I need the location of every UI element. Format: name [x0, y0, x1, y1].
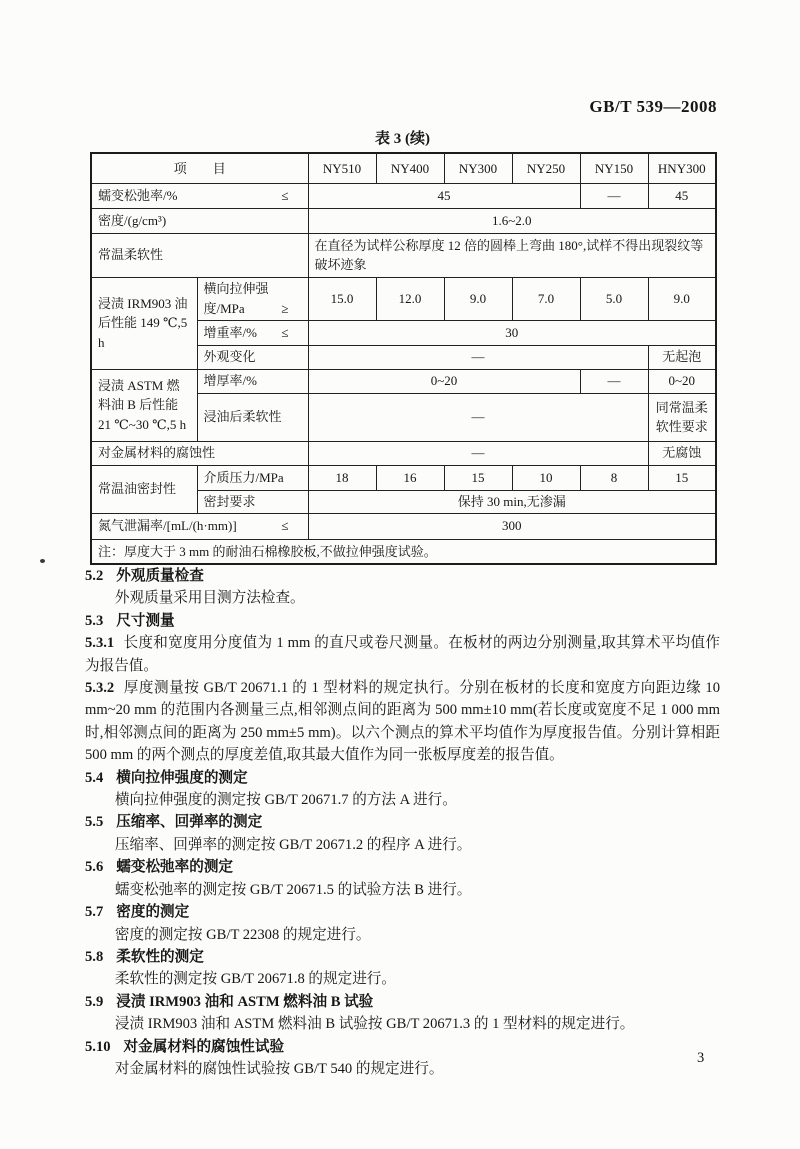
- corrosion-value-main: —: [308, 441, 648, 465]
- section-heading-5-7: [85, 901, 720, 923]
- section-number: 5.8: [85, 948, 104, 965]
- tensile-hny300: 9.0: [648, 277, 716, 320]
- tensile-ny250: 7.0: [512, 277, 580, 320]
- header-col-hny300: HNY300: [648, 153, 716, 183]
- row-creep-relaxation: [91, 183, 716, 208]
- creep-label-cell: [91, 183, 308, 208]
- density-label-cell: 密度/(g/cm³): [91, 208, 308, 233]
- section-heading-5-6: [85, 856, 720, 878]
- section-heading-5-10: [85, 1036, 720, 1058]
- tensile-ny150: 5.0: [580, 277, 648, 320]
- page-number: 3: [697, 1050, 705, 1066]
- section-body-5-7: 密度的测定按 GB/T 22308 的规定进行。: [114, 926, 371, 943]
- table-title: 表 3 (续): [375, 131, 430, 147]
- creep-value-ny150: —: [580, 183, 648, 208]
- pressure-label-cell: 介质压力/MPa: [197, 465, 308, 490]
- section-title: 柔软性的测定: [116, 948, 204, 965]
- tensile-ny400: 12.0: [376, 277, 444, 320]
- section-number: 5.3.1: [85, 635, 115, 652]
- thicken-value-hny300: 0~20: [648, 369, 716, 393]
- weight-label-cell: [197, 320, 308, 345]
- header-col-ny300: NY300: [444, 153, 512, 183]
- header-col-ny400: NY400: [376, 153, 444, 183]
- corrosion-value-hny300: 无腐蚀: [648, 441, 716, 465]
- row-metal-corrosion: [91, 441, 716, 465]
- appearance-value-main: —: [308, 345, 648, 369]
- flexibility-value: 在直径为试样公称厚度 12 倍的圆棒上弯曲 180°,试样不得出现裂纹等破坏迹象: [308, 233, 716, 277]
- creep-value-hny300: 45: [648, 183, 716, 208]
- weight-value: 30: [308, 320, 716, 345]
- section-body-5-6: 蠕变松弛率的测定按 GB/T 20671.5 的试验方法 B 进行。: [114, 881, 472, 898]
- row-table-note: [91, 539, 716, 564]
- body-sections: [85, 565, 720, 1080]
- creep-value-main: 45: [308, 183, 580, 208]
- standard-code: GB/T 539—2008: [589, 97, 717, 116]
- section-text: 长度和宽度用分度值为 1 mm 的直尺或卷尺测量。在板材的两边分别测量,取其算术平均值作为报告值。: [85, 635, 720, 674]
- row-astm-thickening: [91, 369, 716, 393]
- row-flexibility: [91, 233, 716, 277]
- nitrogen-op: ≤: [281, 518, 289, 534]
- weight-op: ≤: [281, 324, 289, 340]
- section-title: 尺寸测量: [116, 612, 175, 629]
- pressure-ny250: 10: [512, 465, 580, 490]
- section-heading-5-3: [85, 610, 720, 632]
- section-title: 蠕变松弛率的测定: [116, 859, 234, 876]
- section-number: 5.3: [85, 612, 104, 629]
- section-number: 5.7: [85, 904, 104, 921]
- section-heading-5-9: [85, 991, 720, 1013]
- creep-label: 蠕变松弛率/%: [98, 187, 178, 203]
- section-number: 5.2: [85, 568, 104, 584]
- softness-value-hny300: 同常温柔软性要求: [648, 393, 716, 441]
- creep-op: ≤: [281, 187, 289, 203]
- section-heading-5-4: [85, 767, 720, 789]
- astm-group-label: 浸渍 ASTM 燃料油 B 后性能 21 ℃~30 ℃,5 h: [91, 369, 197, 441]
- row-nitrogen-leak: [91, 513, 716, 539]
- section-text: 厚度测量按 GB/T 20671.1 的 1 型材料的规定执行。分别在板材的长度和宽度方向距边缘 10 mm~20 mm 的范围内各测量三点,相邻测点间的距离为 500 mm±10 mm(若长度或宽度不足 1 000 mm 时,相邻测点间的距离为 250 mm±5 mm)。以六个测点的算术平均值作为厚度报告值。分别计算相距 500 mm 的两个测点的厚度差值,取其最大值作为同一张板厚度差的报告值。: [85, 680, 720, 764]
- section-title: 浸渍 IRM903 油和 ASTM 燃料油 B 试验: [116, 993, 374, 1010]
- corrosion-label-cell: 对金属材料的腐蚀性: [91, 441, 308, 465]
- row-irm903-tensile: [91, 277, 716, 320]
- section-body-5-2: 外观质量采用目测方法检查。: [114, 590, 305, 607]
- section-title: 密度的测定: [116, 904, 190, 921]
- tensile-ny510: 15.0: [308, 277, 376, 320]
- header-col-ny250: NY250: [512, 153, 580, 183]
- section-title: 对金属材料的腐蚀性试验: [123, 1038, 285, 1055]
- section-body-5-8: 柔软性的测定按 GB/T 20671.8 的规定进行。: [114, 971, 396, 988]
- tensile-op: ≥: [281, 300, 289, 316]
- sealreq-value: 保持 30 min,无渗漏: [308, 490, 716, 513]
- section-body-5-3-2: [85, 677, 720, 767]
- tensile-label: 横向拉伸强度/MPa: [203, 281, 269, 316]
- thicken-label-cell: 增厚率/%: [197, 369, 308, 393]
- header-col-ny150: NY150: [580, 153, 648, 183]
- section-number: 5.4: [85, 769, 104, 786]
- section-heading-5-8: [85, 946, 720, 968]
- pressure-hny300: 15: [648, 465, 716, 490]
- table-note: 注：厚度大于 3 mm 的耐油石棉橡胶板,不做拉伸强度试验。: [91, 539, 716, 564]
- seal-group-label: 常温油密封性: [91, 465, 197, 513]
- header-item-cell: 项 目: [91, 153, 308, 183]
- row-density: [91, 208, 716, 233]
- section-title: 横向拉伸强度的测定: [116, 769, 248, 786]
- thicken-value-main: 0~20: [308, 369, 580, 393]
- pressure-ny400: 16: [376, 465, 444, 490]
- softness-label-cell: 浸油后柔软性: [197, 393, 308, 441]
- thicken-value-ny150: —: [580, 369, 648, 393]
- irm903-group-label: 浸渍 IRM903 油后性能 149 ℃,5 h: [91, 277, 197, 369]
- section-number: 5.10: [85, 1038, 111, 1055]
- tensile-label-cell: [197, 277, 308, 320]
- appearance-value-hny300: 无起泡: [648, 345, 716, 369]
- section-heading-5-2: [85, 565, 720, 587]
- section-number: 5.6: [85, 859, 104, 876]
- pressure-ny300: 15: [444, 465, 512, 490]
- section-number: 5.5: [85, 814, 104, 831]
- section-number: 5.9: [85, 993, 104, 1010]
- section-body-5-4: 横向拉伸强度的测定按 GB/T 20671.7 的方法 A 进行。: [114, 792, 457, 809]
- tensile-ny300: 9.0: [444, 277, 512, 320]
- nitrogen-label: 氮气泄漏率/[mL/(h·mm)]: [98, 518, 237, 534]
- nitrogen-value: 300: [308, 513, 716, 539]
- density-value: 1.6~2.0: [308, 208, 716, 233]
- row-seal-pressure: [91, 465, 716, 490]
- section-body-5-10: 对金属材料的腐蚀性试验按 GB/T 540 的规定进行。: [114, 1060, 444, 1077]
- header-col-ny510: NY510: [308, 153, 376, 183]
- softness-value-main: —: [308, 393, 648, 441]
- table-header-row: [91, 153, 716, 183]
- nitrogen-label-cell: [91, 513, 308, 539]
- section-number: 5.3.2: [85, 680, 115, 697]
- section-body-5-3-1: [85, 632, 720, 677]
- section-body-5-5: 压缩率、回弹率的测定按 GB/T 20671.2 的程序 A 进行。: [114, 836, 472, 853]
- sealreq-label-cell: 密封要求: [197, 490, 308, 513]
- section-heading-5-5: [85, 811, 720, 833]
- section-body-5-9: 浸渍 IRM903 油和 ASTM 燃料油 B 试验按 GB/T 20671.3 的 1 型材料的规定进行。: [114, 1016, 635, 1033]
- pressure-ny150: 8: [580, 465, 648, 490]
- spec-table: [90, 152, 717, 565]
- print-artifact-dot: [40, 559, 45, 563]
- flexibility-label-cell: 常温柔软性: [91, 233, 308, 277]
- weight-label: 增重率/%: [203, 324, 257, 340]
- section-title: 外观质量检查: [116, 568, 204, 584]
- section-title: 压缩率、回弹率的测定: [116, 814, 263, 831]
- pressure-ny510: 18: [308, 465, 376, 490]
- appearance-label-cell: 外观变化: [197, 345, 308, 369]
